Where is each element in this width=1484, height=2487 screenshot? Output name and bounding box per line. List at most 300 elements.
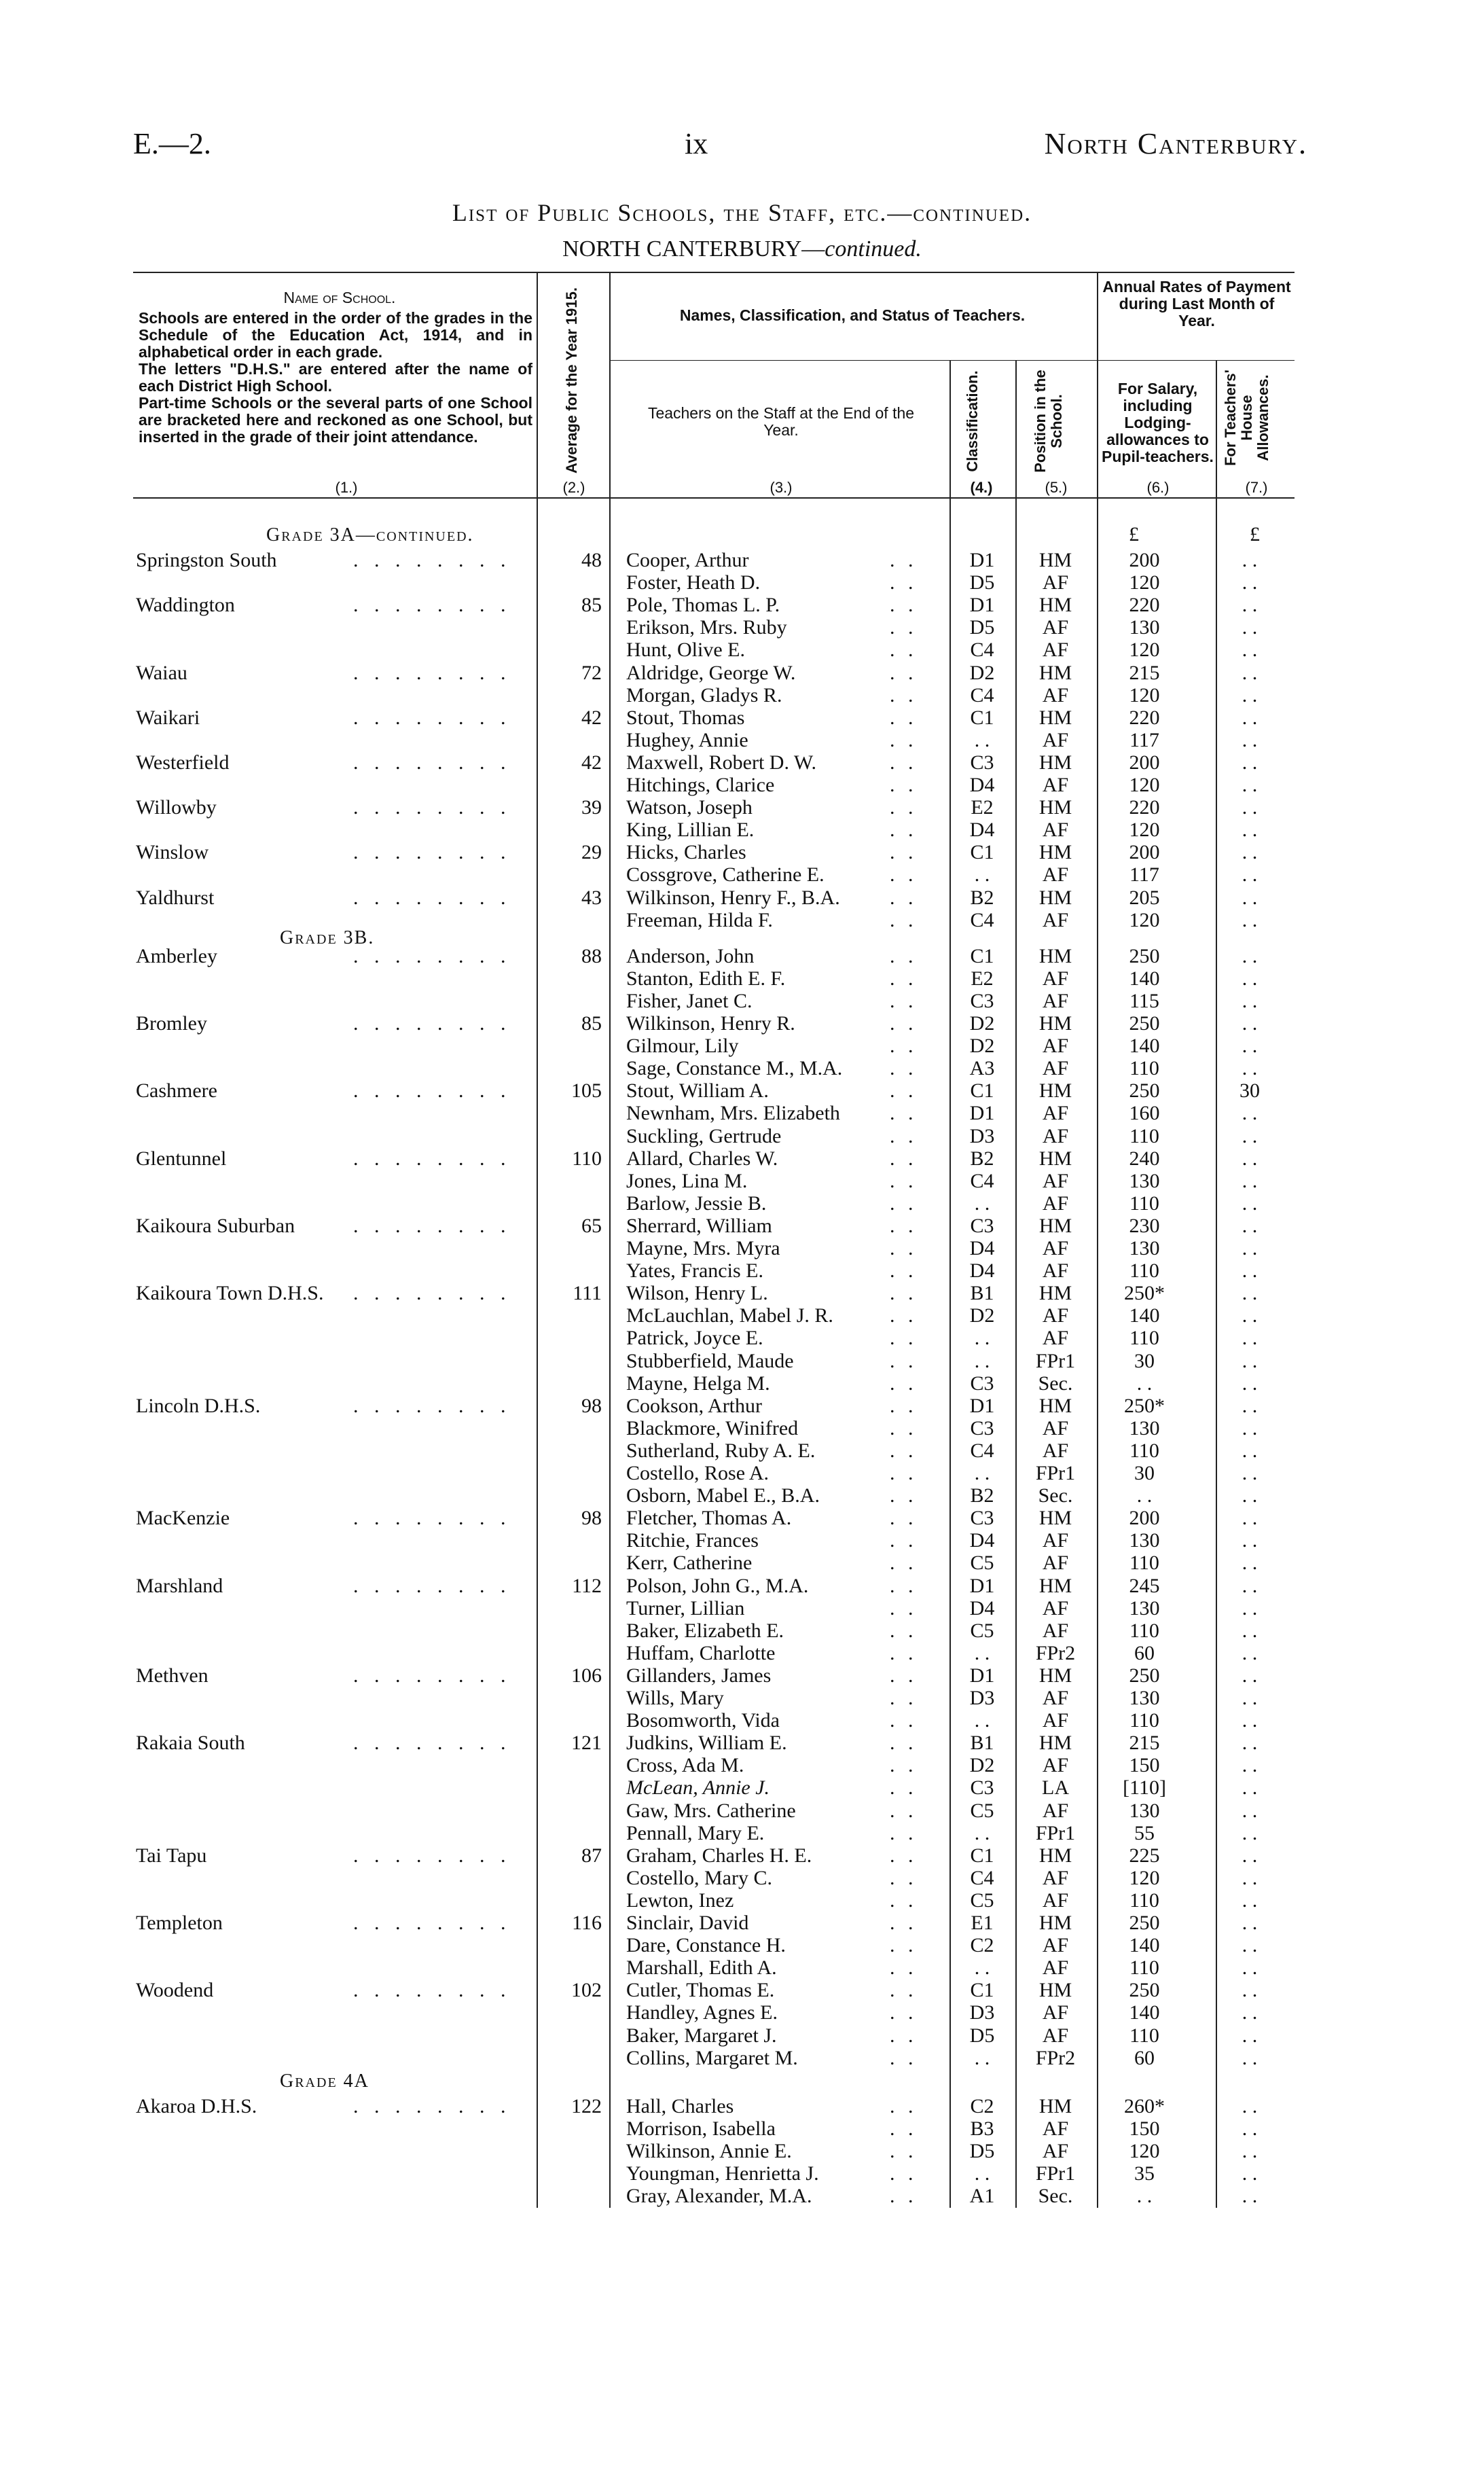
house-allowance: . . (1242, 2162, 1258, 2185)
col3-number: (3.) (770, 479, 793, 496)
house-allowance: . . (1242, 616, 1258, 639)
col6-number: (6.) (1146, 479, 1170, 496)
house-allowance: . . (1242, 1237, 1258, 1259)
school-name: Lincoln D.H.S. (136, 1394, 261, 1417)
house-allowance: . . (1242, 1057, 1258, 1080)
position: AF (1042, 908, 1069, 931)
table-row (0, 684, 1484, 706)
position: HM (1038, 1079, 1072, 1103)
position: LA (1042, 1776, 1069, 1800)
position: AF (1042, 639, 1069, 662)
house-allowance: . . (1242, 1124, 1258, 1147)
dot-leader: . . (890, 683, 918, 706)
classification: . . (974, 1462, 990, 1484)
col1-title: Name of School. (283, 289, 396, 306)
teacher-name: Yates, Francis E. (626, 1259, 763, 1283)
school-name: Winslow (136, 841, 209, 864)
table-row (0, 1484, 1484, 1507)
position: HM (1038, 1282, 1072, 1305)
salary: 160 (1129, 1102, 1160, 1125)
classification: C4 (970, 1169, 994, 1192)
classification: C1 (970, 944, 994, 967)
col4-number: (4.) (970, 479, 993, 496)
teacher-name: Cross, Ada M. (626, 1754, 744, 1777)
salary: 110 (1129, 1124, 1159, 1147)
grade-heading-4a: Grade 4A (280, 2071, 369, 2092)
col7-header: For Teachers' House Allowances. (1222, 370, 1271, 466)
average-attendance: 88 (581, 944, 602, 967)
table-row (0, 1259, 1484, 1282)
school-name: Yaldhurst (136, 886, 215, 909)
house-allowance: . . (1242, 1214, 1258, 1237)
school-name: Cashmere (136, 1079, 217, 1103)
table-row (0, 1102, 1484, 1124)
position: AF (1042, 1754, 1069, 1777)
position: HM (1038, 1979, 1072, 2002)
dot-leader: . . . . . . . . (353, 944, 511, 967)
salary: 215 (1129, 1732, 1160, 1755)
house-allowance: . . (1242, 1529, 1258, 1552)
dot-leader: . . (890, 1912, 918, 1934)
classification: . . (974, 1709, 990, 1732)
dot-leader: . . (890, 2162, 918, 2185)
salary: 30 (1134, 1349, 1155, 1372)
position: Sec. (1038, 2185, 1073, 2208)
position: HM (1038, 1012, 1072, 1035)
teacher-name: Bosomworth, Vida (626, 1709, 780, 1732)
dot-leader: . . (890, 1507, 918, 1530)
average-attendance: 65 (581, 1214, 602, 1237)
classification: C3 (970, 1372, 994, 1395)
salary: 200 (1129, 841, 1160, 864)
dot-leader: . . (890, 1394, 918, 1417)
average-attendance: 48 (581, 549, 602, 571)
teacher-name: Polson, John G., M.A. (626, 1574, 809, 1597)
table-row (0, 594, 1484, 616)
dot-leader: . . (890, 571, 918, 594)
dot-leader: . . (890, 989, 918, 1012)
teacher-name: Graham, Charles H. E. (626, 1844, 812, 1867)
col2-header: Average for the Year 1915. (563, 287, 580, 473)
salary: 150 (1129, 2117, 1160, 2140)
house-allowance: . . (1242, 639, 1258, 662)
table-row (0, 1417, 1484, 1439)
dot-leader: . . (890, 1259, 918, 1283)
dot-leader: . . . . . . . . (353, 1912, 511, 1934)
classification: D4 (969, 1596, 995, 1620)
classification: D1 (969, 549, 995, 571)
table-row (0, 1912, 1484, 1934)
position: FPr1 (1035, 1462, 1076, 1484)
position: HM (1038, 1844, 1072, 1867)
teacher-name: Stanton, Edith E. F. (626, 967, 786, 990)
house-allowance: . . (1242, 1821, 1258, 1844)
classification: . . (974, 1641, 990, 1664)
house-allowance: . . (1242, 661, 1258, 684)
classification: D5 (969, 571, 995, 594)
average-attendance: 110 (572, 1147, 602, 1170)
dot-leader: . . . . . . . . (353, 1507, 511, 1530)
table-row (0, 819, 1484, 841)
house-allowance: . . (1242, 1552, 1258, 1575)
col2-number: (2.) (562, 479, 585, 496)
house-allowance: . . (1242, 1799, 1258, 1822)
teacher-name: Costello, Rose A. (626, 1462, 770, 1484)
classification: . . (974, 2162, 990, 2185)
dot-leader: . . (890, 2094, 918, 2117)
position: FPr1 (1035, 2162, 1076, 2185)
dot-leader: . . (890, 1462, 918, 1484)
house-allowance: . . (1242, 1012, 1258, 1035)
teacher-name: Morrison, Isabella (626, 2117, 776, 2140)
table-row (0, 616, 1484, 639)
salary: 110 (1129, 1619, 1159, 1642)
position: HM (1038, 1147, 1072, 1170)
classification: D2 (969, 1012, 995, 1035)
salary: 120 (1129, 639, 1160, 662)
teacher-name: Kerr, Catherine (626, 1552, 753, 1575)
dot-leader: . . (890, 2185, 918, 2208)
position: HM (1038, 1664, 1072, 1687)
dot-leader: . . (890, 1776, 918, 1800)
dot-leader: . . . . . . . . (353, 1732, 511, 1755)
position: AF (1042, 2024, 1069, 2047)
house-allowance: . . (1242, 944, 1258, 967)
table-row (0, 1642, 1484, 1664)
classification: . . (974, 1956, 990, 1980)
teacher-name: Aldridge, George W. (626, 661, 796, 684)
salary: 110 (1129, 1709, 1159, 1732)
average-attendance: 122 (571, 2094, 602, 2117)
classification: . . (974, 2046, 990, 2069)
table-row (0, 571, 1484, 594)
dot-leader: . . (890, 1192, 918, 1215)
position: AF (1042, 1956, 1069, 1980)
house-allowance: . . (1242, 886, 1258, 909)
classification: C4 (970, 908, 994, 931)
table-head-rule (133, 497, 1295, 499)
dot-leader: . . (890, 1484, 918, 1507)
position: AF (1042, 1552, 1069, 1575)
salary: 205 (1129, 886, 1160, 909)
classification: C1 (970, 841, 994, 864)
table-row (0, 1192, 1484, 1215)
dot-leader: . . (890, 886, 918, 909)
table-row (0, 2095, 1484, 2117)
teacher-name: Wills, Mary (626, 1687, 724, 1709)
table-row (0, 1282, 1484, 1304)
house-allowance: . . (1242, 1776, 1258, 1800)
teacher-name: Stubberfield, Maude (626, 1349, 794, 1372)
classification: B2 (970, 886, 994, 909)
position: HM (1038, 751, 1072, 774)
table-row (0, 1597, 1484, 1620)
salary: 250 (1129, 944, 1160, 967)
classification: D1 (969, 1664, 995, 1687)
average-attendance: 102 (571, 1979, 602, 2002)
position: AF (1042, 1709, 1069, 1732)
dot-leader: . . (890, 1012, 918, 1035)
teacher-name: Anderson, John (626, 944, 755, 967)
salary: 130 (1129, 1596, 1160, 1620)
grade-heading-3a: Grade 3A—continued. (266, 524, 474, 545)
salary: 250 (1129, 1979, 1160, 2002)
house-allowance: . . (1242, 2094, 1258, 2117)
classification: D2 (969, 661, 995, 684)
dot-leader: . . . . . . . . (353, 1844, 511, 1867)
salary: 120 (1129, 908, 1160, 931)
position: HM (1038, 1507, 1072, 1530)
dot-leader: . . (890, 1956, 918, 1980)
position: AF (1042, 1057, 1069, 1080)
house-allowance: . . (1242, 1934, 1258, 1957)
classification: D4 (969, 1237, 995, 1259)
house-allowance: . . (1242, 1169, 1258, 1192)
salary: 140 (1129, 967, 1160, 990)
house-allowance: . . (1242, 1889, 1258, 1912)
house-allowance: . . (1242, 819, 1258, 842)
classification: E1 (971, 1912, 994, 1934)
position: HM (1038, 1214, 1072, 1237)
house-allowance: . . (1242, 1259, 1258, 1283)
salary: 250 (1129, 1012, 1160, 1035)
teacher-name: McLean, Annie J. (626, 1776, 770, 1800)
school-name: MacKenzie (136, 1507, 230, 1530)
school-name: Willowby (136, 796, 217, 819)
position: FPr1 (1035, 1349, 1076, 1372)
house-allowance: . . (1242, 1394, 1258, 1417)
col5-header: Position in the School. (1032, 370, 1065, 473)
dot-leader: . . (890, 1327, 918, 1350)
subtitle-main: NORTH CANTERBURY— (562, 236, 825, 262)
house-allowance: . . (1242, 1912, 1258, 1934)
teacher-name: Hunt, Olive E. (626, 639, 745, 662)
average-attendance: 42 (581, 706, 602, 729)
dot-leader: . . (890, 796, 918, 819)
average-attendance: 121 (571, 1732, 602, 1755)
position: HM (1038, 1574, 1072, 1597)
dot-leader: . . (890, 1979, 918, 2002)
table-row (0, 2185, 1484, 2207)
salary: 150 (1129, 1754, 1160, 1777)
salary: 240 (1129, 1147, 1160, 1170)
teacher-name: Hitchings, Clarice (626, 774, 775, 796)
teacher-name: Pennall, Mary E. (626, 1821, 765, 1844)
salary: 140 (1129, 1934, 1160, 1957)
table-row (0, 1079, 1484, 1102)
table-row (0, 1304, 1484, 1327)
dot-leader: . . (890, 1304, 918, 1327)
position: AF (1042, 2001, 1069, 2024)
house-allowance: . . (1242, 774, 1258, 796)
dot-leader: . . (890, 594, 918, 617)
dot-leader: . . (890, 2139, 918, 2162)
teacher-name: Osborn, Mabel E., B.A. (626, 1484, 820, 1507)
table-row (0, 1956, 1484, 1979)
dot-leader: . . (890, 1552, 918, 1575)
classification: C5 (970, 1799, 994, 1822)
teacher-name: Newnham, Mrs. Elizabeth (626, 1102, 840, 1125)
position: FPr2 (1035, 2046, 1076, 2069)
dot-leader: . . (890, 1147, 918, 1170)
house-allowance: . . (1242, 1956, 1258, 1980)
salary: 200 (1129, 751, 1160, 774)
col4-header: Classification. (964, 370, 981, 472)
dot-leader: . . (890, 616, 918, 639)
position: AF (1042, 774, 1069, 796)
classification: D1 (969, 1102, 995, 1125)
classification: D4 (969, 774, 995, 796)
table-row (0, 662, 1484, 684)
table-row (0, 1575, 1484, 1597)
dot-leader: . . . . . . . . (353, 1079, 511, 1103)
classification: . . (974, 1192, 990, 1215)
school-name: Waddington (136, 594, 235, 617)
dot-leader: . . (890, 661, 918, 684)
col1-description: Schools are entered in the order of the grades in the Schedule of the Education Act, 1914, and in alphabetical order in each grade. The letters "D.H.S." are entered after the name of each District High School. Part-time Schools or the several parts of one School are bracketed here and reckoned as one School, but inserted in the grade of their joint attendance. (139, 309, 532, 446)
teacher-name: Youngman, Henrietta J. (626, 2162, 819, 2185)
classification: C4 (970, 683, 994, 706)
salary: 250* (1124, 1394, 1165, 1417)
position: AF (1042, 863, 1069, 887)
teacher-name: Sinclair, David (626, 1912, 749, 1934)
teacher-name: Sutherland, Ruby A. E. (626, 1439, 816, 1462)
running-head: North Canterbury. (1044, 127, 1307, 160)
house-allowance: . . (1242, 1979, 1258, 2002)
house-allowance: . . (1242, 863, 1258, 887)
teacher-name: Hicks, Charles (626, 841, 746, 864)
page-subtitle (0, 236, 1484, 262)
dot-leader: . . (890, 1102, 918, 1125)
house-allowance: . . (1242, 728, 1258, 751)
table-row (0, 1844, 1484, 1867)
dot-leader: . . (890, 841, 918, 864)
salary: 250 (1129, 1664, 1160, 1687)
classification: C5 (970, 1889, 994, 1912)
dot-leader: . . (890, 751, 918, 774)
table-row (0, 1822, 1484, 1844)
house-allowance: . . (1242, 1507, 1258, 1530)
table-row (0, 2001, 1484, 2024)
dot-leader: . . (890, 1821, 918, 1844)
dot-leader: . . . . . . . . (353, 594, 511, 617)
school-name: Waikari (136, 706, 200, 729)
house-allowance: . . (1242, 1192, 1258, 1215)
position: Sec. (1038, 1372, 1073, 1395)
dot-leader: . . (890, 819, 918, 842)
salary: [110] (1123, 1776, 1166, 1800)
dot-leader: . . (890, 1439, 918, 1462)
dot-leader: . . . . . . . . (353, 661, 511, 684)
school-name: Waiau (136, 661, 187, 684)
classification: D3 (969, 1687, 995, 1709)
table-row (0, 1529, 1484, 1552)
table-row (0, 1620, 1484, 1642)
teacher-name: Wilkinson, Annie E. (626, 2139, 792, 2162)
classification: . . (974, 863, 990, 887)
dot-leader: . . . . . . . . (353, 841, 511, 864)
position: AF (1042, 967, 1069, 990)
teacher-name: Erikson, Mrs. Ruby (626, 616, 787, 639)
school-name: Kaikoura Town D.H.S. (136, 1282, 324, 1305)
table-row (0, 729, 1484, 751)
classification: A3 (969, 1057, 995, 1080)
salary: 110 (1129, 1439, 1159, 1462)
dot-leader: . . (890, 1035, 918, 1058)
classification: . . (974, 1349, 990, 1372)
teacher-name: Wilkinson, Henry R. (626, 1012, 795, 1035)
classification: C1 (970, 1979, 994, 2002)
position: FPr2 (1035, 1641, 1076, 1664)
dot-leader: . . (890, 1416, 918, 1439)
salary: 245 (1129, 1574, 1160, 1597)
dot-leader: . . (890, 1799, 918, 1822)
col6-header: For Salary, including Lodging-allowances to Pupil-teachers. (1102, 380, 1214, 465)
average-attendance: 112 (572, 1574, 602, 1597)
dot-leader: . . (890, 1619, 918, 1642)
teacher-name: McLauchlan, Mabel J. R. (626, 1304, 833, 1327)
school-name: Westerfield (136, 751, 230, 774)
table-row (0, 1934, 1484, 1956)
position: HM (1038, 2094, 1072, 2117)
house-allowance: . . (1242, 1641, 1258, 1664)
position: HM (1038, 1912, 1072, 1934)
dot-leader: . . (890, 1596, 918, 1620)
position: AF (1042, 1619, 1069, 1642)
salary: 110 (1129, 1956, 1159, 1980)
table-row (0, 1327, 1484, 1349)
teacher-name: Dare, Constance H. (626, 1934, 786, 1957)
salary: 117 (1129, 863, 1159, 887)
house-allowance: . . (1242, 1709, 1258, 1732)
dot-leader: . . (890, 706, 918, 729)
rates-group-header: Annual Rates of Payment during Last Month of Year. (1102, 278, 1291, 329)
classification: D4 (969, 1529, 995, 1552)
house-allowance: . . (1242, 2139, 1258, 2162)
dot-leader: . . (890, 1664, 918, 1687)
classification: C3 (970, 1214, 994, 1237)
teacher-name: Costello, Mary C. (626, 1866, 772, 1889)
salary: 60 (1134, 1641, 1155, 1664)
salary: 130 (1129, 1237, 1160, 1259)
school-name: Glentunnel (136, 1147, 227, 1170)
salary: 140 (1129, 2001, 1160, 2024)
average-attendance: 105 (571, 1079, 602, 1103)
classification: E2 (971, 796, 994, 819)
salary: 130 (1129, 1416, 1160, 1439)
table-row (0, 863, 1484, 886)
table-row (0, 1800, 1484, 1822)
classification: B1 (970, 1282, 994, 1305)
table-row (0, 909, 1484, 931)
salary: 110 (1129, 2024, 1159, 2047)
salary: 110 (1129, 1192, 1159, 1215)
salary: 55 (1134, 1821, 1155, 1844)
school-name: Templeton (136, 1912, 223, 1934)
table-row (0, 774, 1484, 796)
salary: . . (1136, 1372, 1153, 1395)
classification: D5 (969, 2024, 995, 2047)
school-name: Methven (136, 1664, 209, 1687)
position: AF (1042, 1259, 1069, 1283)
teacher-name: Wilkinson, Henry F., B.A. (626, 886, 840, 909)
table-row (0, 1170, 1484, 1192)
school-name: Springston South (136, 549, 277, 571)
salary: 35 (1134, 2162, 1155, 2185)
position: AF (1042, 2117, 1069, 2140)
position: HM (1038, 796, 1072, 819)
teacher-name: Gaw, Mrs. Catherine (626, 1799, 796, 1822)
